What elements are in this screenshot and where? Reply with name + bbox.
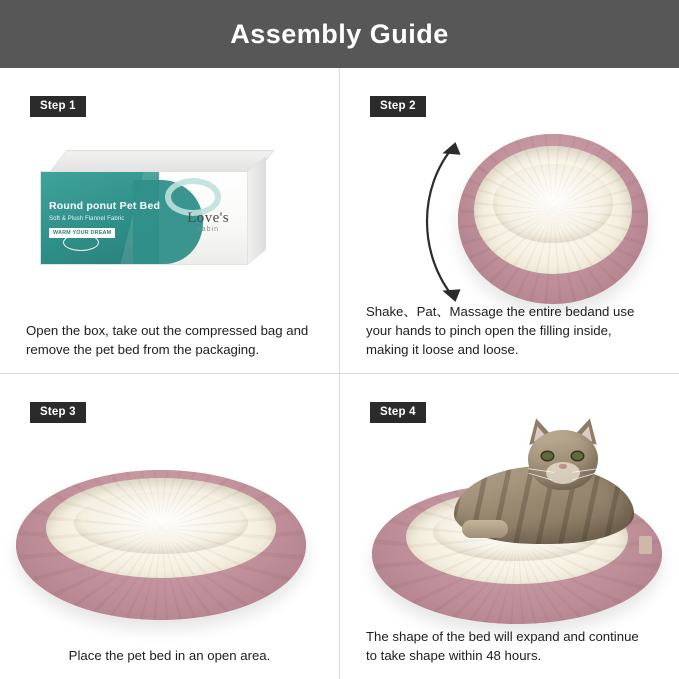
cushion-pleat-texture	[474, 146, 632, 274]
package-brand-sub: cabin	[197, 226, 219, 233]
step-1-cell	[0, 68, 339, 373]
page-title: Assembly Guide	[230, 18, 449, 49]
package-brand-block	[187, 210, 229, 233]
cat-eye-right	[572, 452, 583, 460]
box-oval-graphic	[63, 234, 99, 251]
step-1-caption: Open the box, take out the compressed bag and remove the pet bed from the packaging.	[26, 322, 309, 357]
pet-bed-step-3	[16, 470, 306, 620]
package-feature-line: Soft & Plush Flannel Fabric	[49, 216, 125, 222]
product-box-illustration	[40, 150, 272, 280]
package-tagline: WARM YOUR DREAM	[49, 228, 115, 238]
step-4-badge: Step 4	[370, 402, 426, 423]
cat-illustration	[436, 414, 646, 554]
step-4-caption: The shape of the bed will expand and continue to take shape within 48 hours.	[366, 628, 639, 663]
step-3-cell	[0, 373, 339, 679]
package-product-name: Round ponut Pet Bed	[49, 200, 161, 212]
cat-nose	[559, 464, 567, 469]
bed-cushion	[474, 146, 632, 274]
cat-eye-left	[542, 452, 553, 460]
box-front-face	[40, 171, 248, 265]
step-2-caption: Shake、Pat、Massage the entire bedand use your hands to pinch open the filling inside, making it loose and loose.	[366, 303, 635, 357]
page-header	[0, 0, 679, 68]
bed-cushion	[46, 478, 276, 578]
step-2-badge: Step 2	[370, 96, 426, 117]
pet-bed-step-2	[458, 134, 648, 304]
cushion-pleat-texture	[46, 478, 276, 578]
package-brand-name: Love's	[187, 210, 229, 226]
step-1-badge: Step 1	[30, 96, 86, 117]
cat-paw	[462, 520, 508, 538]
step-4-cell	[339, 373, 679, 679]
box-side-face	[247, 156, 266, 265]
step-3-caption: Place the pet bed in an open area.	[68, 647, 271, 663]
steps-grid	[0, 68, 679, 679]
box-top-face	[49, 150, 274, 172]
step-3-badge: Step 3	[30, 402, 86, 423]
step-2-cell	[339, 68, 679, 373]
